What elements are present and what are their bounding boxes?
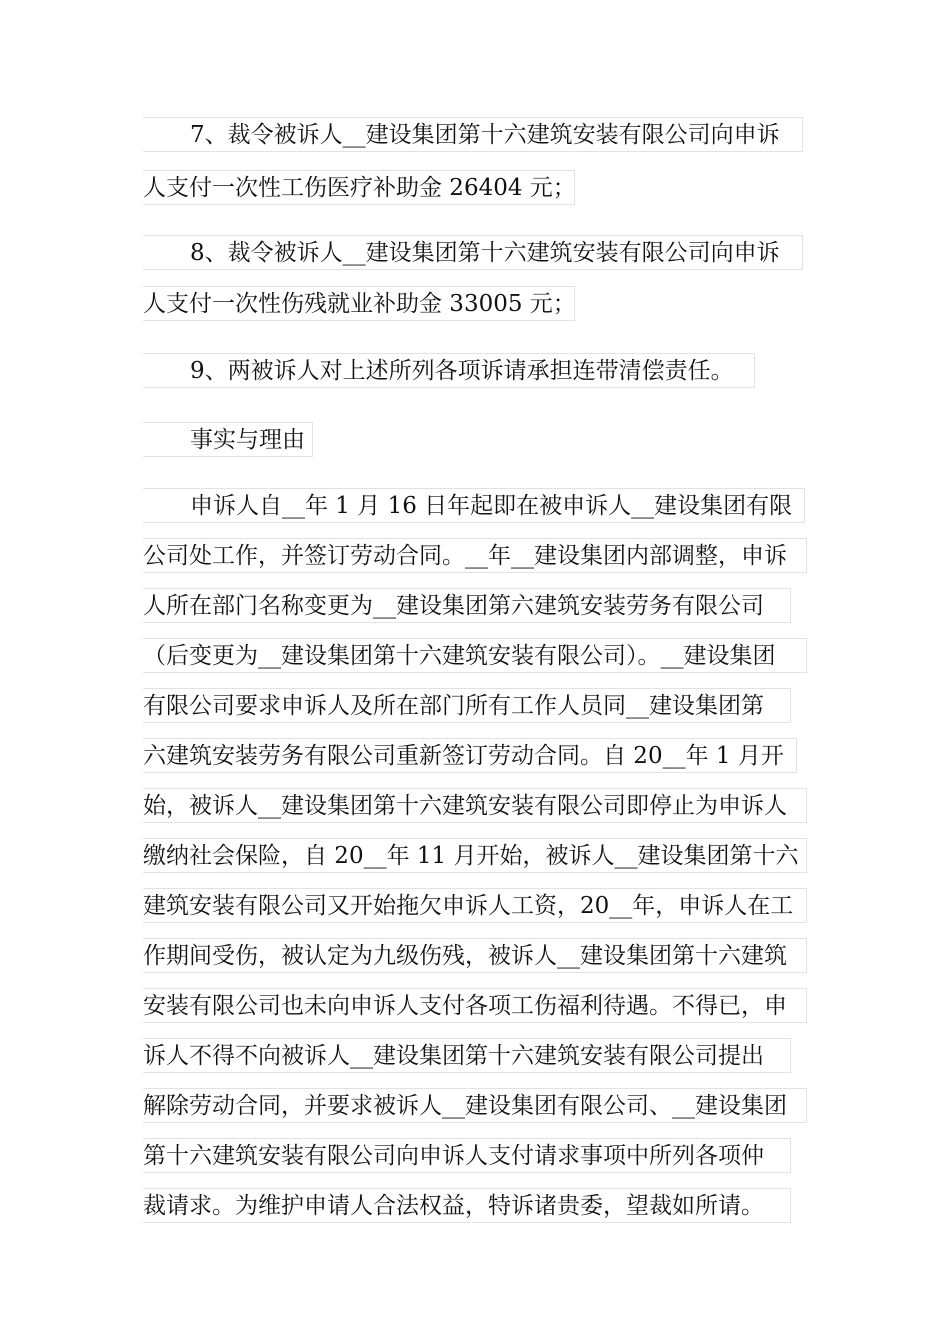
facts-line: 第十六建筑安装有限公司向申诉人支付请求事项中所列各项仲: [143, 1138, 791, 1173]
facts-line: 建筑安装有限公司又开始拖欠申诉人工资，20__年，申诉人在工: [143, 888, 807, 923]
facts-line: 诉人不得不向被诉人__建设集团第十六建筑安装有限公司提出: [143, 1038, 791, 1073]
section-heading: 事实与理由: [143, 422, 313, 457]
facts-line: 作期间受伤，被认定为九级伤残，被诉人__建设集团第十六建筑: [143, 938, 807, 973]
claim-9-line-1: 9、两被诉人对上述所列各项诉请承担连带清偿责任。: [143, 353, 755, 388]
facts-line: （后变更为__建设集团第十六建筑安装有限公司）。__建设集团: [143, 638, 807, 673]
facts-line: 安装有限公司也未向申诉人支付各项工伤福利待遇。不得已，申: [143, 988, 807, 1023]
facts-line: 公司处工作，并签订劳动合同。__年__建设集团内部调整，申诉: [143, 538, 807, 573]
claim-7-line-1: 7、裁令被诉人__建设集团第十六建筑安装有限公司向申诉: [143, 117, 803, 152]
facts-line: 申诉人自__年 1 月 16 日年起即在被申诉人__建设集团有限: [143, 488, 805, 523]
facts-line: 有限公司要求申诉人及所在部门所有工作人员同__建设集团第: [143, 688, 791, 723]
facts-line: 裁请求。为维护申请人合法权益，特诉诸贵委，望裁如所请。: [143, 1188, 791, 1223]
facts-line: 六建筑安装劳务有限公司重新签订劳动合同。自 20__年 1 月开: [143, 738, 797, 773]
facts-line: 解除劳动合同，并要求被诉人__建设集团有限公司、__建设集团: [143, 1088, 807, 1123]
claim-7-line-2: 人支付一次性工伤医疗补助金 26404 元；: [143, 170, 575, 205]
claim-8-line-2: 人支付一次性伤残就业补助金 33005 元；: [143, 286, 575, 321]
facts-line: 始，被诉人__建设集团第十六建筑安装有限公司即停止为申诉人: [143, 788, 807, 823]
facts-line: 缴纳社会保险，自 20__年 11 月开始，被诉人__建设集团第十六: [143, 838, 807, 873]
claim-8-line-1: 8、裁令被诉人__建设集团第十六建筑安装有限公司向申诉: [143, 235, 803, 270]
facts-line: 人所在部门名称变更为__建设集团第六建筑安装劳务有限公司: [143, 588, 791, 623]
